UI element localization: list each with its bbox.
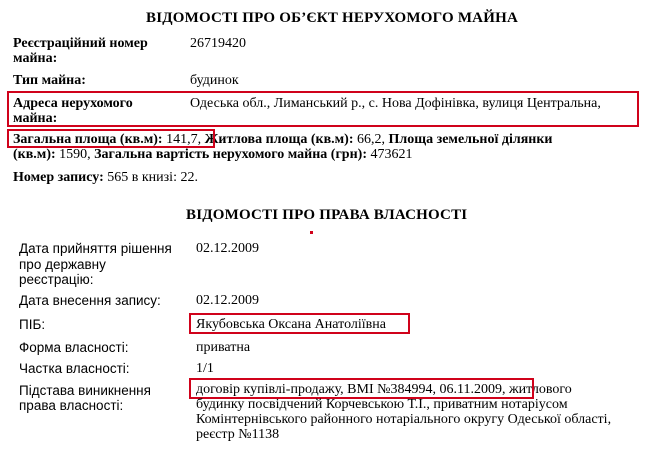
- land-area-label: Площа земельної ділянки: [388, 132, 553, 147]
- property-heading: ВІДОМОСТІ ПРО ОБ’ЄКТ НЕРУХОМОГО МАЙНА: [146, 10, 518, 26]
- ownership-share-value: 1/1: [196, 361, 214, 376]
- land-area-value: 1590,: [55, 147, 95, 162]
- address-highlight-box: [7, 91, 639, 127]
- red-dot-mark: [310, 231, 313, 234]
- reg-number-label-cont: майна:: [13, 51, 58, 66]
- area-highlight-box: [7, 129, 215, 148]
- ownership-share-label: Частка власності:: [19, 361, 130, 376]
- type-label: Тип майна:: [13, 73, 86, 88]
- type-value: будинок: [190, 73, 239, 88]
- rights-heading: ВІДОМОСТІ ПРО ПРАВА ВЛАСНОСТІ: [186, 207, 468, 223]
- address-label-cont: майна:: [13, 111, 58, 126]
- total-cost-value: 473621: [367, 147, 413, 162]
- ownership-basis-line4: реєстр №1138: [196, 427, 280, 442]
- total-cost-label: Загальна вартість нерухомого майна (грн):: [94, 147, 367, 162]
- reg-number-value: 26719420: [190, 36, 246, 51]
- ownership-form-value: приватна: [196, 340, 251, 355]
- reg-number-label: Реєстраційний номер: [13, 36, 148, 51]
- owner-name-value: Якубовська Оксана Анатоліївна: [196, 317, 386, 332]
- address-label: Адреса нерухомого: [13, 96, 133, 111]
- record-label: Номер запису:: [13, 170, 104, 185]
- decision-date-label-2: про державну: [19, 257, 106, 272]
- record-value: 565 в книзі: 22.: [103, 170, 198, 185]
- entry-date-label: Дата внесення запису:: [19, 293, 161, 308]
- decision-date-label: Дата прийняття рішення: [19, 241, 172, 256]
- ownership-basis-label: Підстава виникнення: [19, 383, 151, 398]
- entry-date-value: 02.12.2009: [196, 293, 259, 308]
- basis-highlight-box: [189, 378, 534, 399]
- ownership-basis-label-2: права власності:: [19, 398, 124, 413]
- address-value: Одеська обл., Лиманський р., с. Нова Дофінівка, вулиця Центральна,: [190, 96, 601, 111]
- owner-name-label: ПІБ:: [19, 317, 46, 332]
- record-line: [13, 170, 198, 186]
- ownership-basis-line3: Комінтернівського районного нотаріального округу Одеської області,: [196, 412, 612, 427]
- living-area-value: 66,2,: [353, 132, 389, 147]
- area-label: Загальна площа (кв.м):: [13, 132, 163, 147]
- land-area-label-cont: (кв.м):: [13, 147, 56, 162]
- ownership-basis-line2: будинку посвідчений Корчевською Т.І., приватним нотаріусом: [196, 397, 568, 412]
- owner-name-highlight-box: [189, 313, 410, 334]
- decision-date-value: 02.12.2009: [196, 241, 259, 256]
- ownership-form-label: Форма власності:: [19, 340, 129, 355]
- area-value: 141,7,: [162, 132, 202, 147]
- cost-line: [13, 147, 413, 163]
- decision-date-label-3: реєстрацію:: [19, 272, 94, 287]
- ownership-basis-highlighted: договір купівлі-продажу, ВМІ №384994, 06.11.2009,: [196, 382, 506, 397]
- ownership-basis-rest: житлового: [505, 382, 572, 397]
- living-area-label: Житлова площа (кв.м):: [201, 132, 354, 147]
